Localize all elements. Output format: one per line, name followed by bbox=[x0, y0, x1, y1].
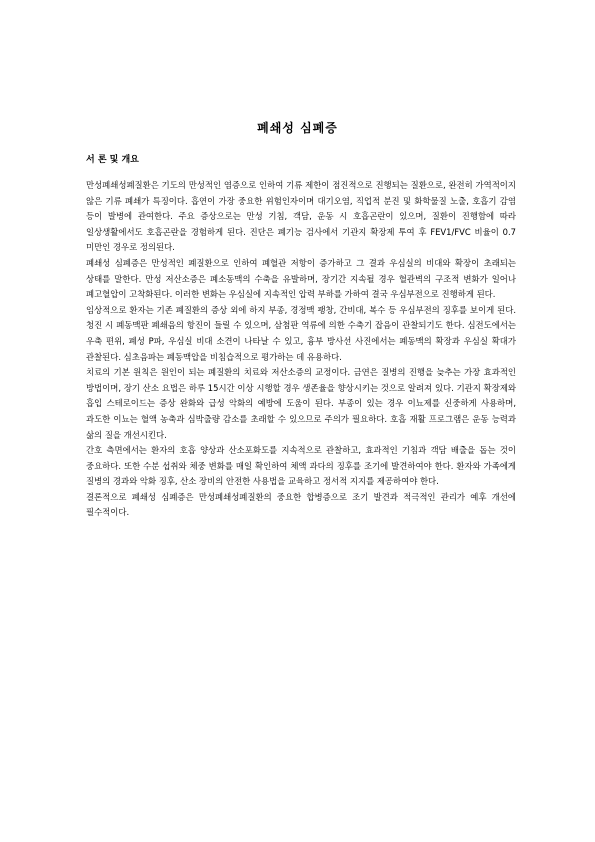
paragraph: 결론적으로 폐쇄성 심폐증은 만성폐쇄성폐질환의 중요한 합병증으로 조기 발견과 적극적인 관리가 예후 개선에 필수적이다. bbox=[86, 491, 516, 518]
paragraph: 만성폐쇄성폐질환은 기도의 만성적인 염증으로 인하여 기류 제한이 점진적으로 진행되는 질환으로, 완전히 가역적이지 않은 기류 폐쇄가 특징이다. 흡연이 가장 중요한 위험인자이며 대기오염, 직업적 분진 및 화학물질 노출, 호흡기 감염 등이 발병에 관여한다. 주요 증상으로는 만성 기침, 객담, 운동 시 호흡곤란이 있으며, 질환이 진행함에 따라 일상생활에서도 호흡곤란을 경험하게 된다. 진단은 폐기능 검사에서 기관지 확장제 투여 후 FEV1/FVC 비율이 0.7 미만인 경우로 정의된다. bbox=[86, 180, 516, 253]
paragraph: 임상적으로 환자는 기존 폐질환의 증상 외에 하지 부종, 경정맥 팽창, 간비대, 복수 등 우심부전의 징후를 보이게 된다. 청진 시 폐동맥판 폐쇄음의 항진이 들릴 수 있으며, 삼첨판 역류에 의한 수축기 잡음이 관찰되기도 한다. 심전도에서는 우축 편위, 폐성 P파, 우심실 비대 소견이 나타날 수 있고, 흉부 방사선 사진에서는 폐동맥의 확장과 우심실 확대가 관찰된다. 심초음파는 폐동맥압을 비침습적으로 평가하는 데 유용하다. bbox=[86, 304, 516, 362]
paragraph: 폐쇄성 심폐증은 만성적인 폐질환으로 인하여 폐혈관 저항이 증가하고 그 결과 우심실의 비대와 확장이 초래되는 상태를 말한다. 만성 저산소증은 폐소동맥의 수축을 유발하며, 장기간 지속될 경우 혈관벽의 구조적 변화가 일어나 폐고혈압이 고착화된다. 이러한 변화는 우심실에 지속적인 압력 부하를 가하여 결국 우심부전으로 진행하게 된다. bbox=[86, 257, 516, 300]
section-heading: 서 론 및 개요 bbox=[86, 155, 139, 165]
document-title: 폐쇄성 심폐증 bbox=[257, 121, 338, 135]
body-text bbox=[86, 178, 516, 521]
paragraph: 치료의 기본 원칙은 원인이 되는 폐질환의 치료와 저산소증의 교정이다. 금연은 질병의 진행을 늦추는 가장 효과적인 방법이며, 장기 산소 요법은 하루 15시간 이상 시행할 경우 생존율을 향상시키는 것으로 알려져 있다. 기관지 확장제와 흡입 스테로이드는 증상 완화와 급성 악화의 예방에 도움이 된다. 부종이 있는 경우 이뇨제를 신중하게 사용하며, 과도한 이뇨는 혈액 농축과 심박출량 감소를 초래할 수 있으므로 주의가 필요하다. 호흡 재활 프로그램은 운동 능력과 삶의 질을 개선시킨다. bbox=[86, 367, 516, 440]
paragraph: 간호 측면에서는 환자의 호흡 양상과 산소포화도를 지속적으로 관찰하고, 효과적인 기침과 객담 배출을 돕는 것이 중요하다. 또한 수분 섭취와 체중 변화를 매일 확인하여 체액 과다의 징후를 조기에 발견하여야 한다. 환자와 가족에게 질병의 경과와 악화 징후, 산소 장비의 안전한 사용법을 교육하고 정서적 지지를 제공하여야 한다. bbox=[86, 445, 516, 487]
